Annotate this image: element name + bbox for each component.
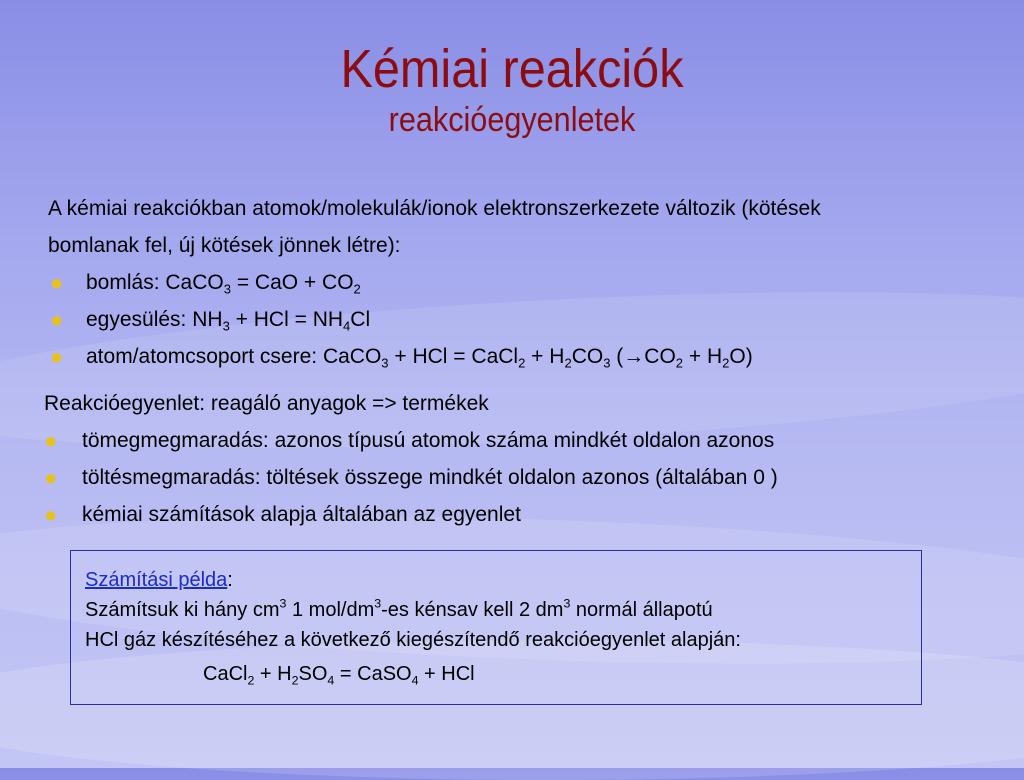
slide-title-block [0,38,1024,140]
bullet-icon: ● [50,270,64,295]
calculation-example-link[interactable]: Számítási példa [85,569,228,591]
equation-section [44,385,994,533]
example-box-header: Számítási példa: [85,569,233,591]
intro-line-2: bomlanak fel, új kötések jönnek létre): [48,234,401,257]
example-decomposition: ● bomlás: CaCO$_3$ = CaO + $CO_2$ [48,264,998,301]
example-combination: ● egyesülés: $NH_3$ + HCl = $NH_4Cl$ [48,301,998,338]
bullet-icon: ● [44,428,58,453]
list-item: ● tömegmegmaradás: azonos típusú atomok száma mindkét oldalon azonos [44,422,994,459]
equation-heading: Reakcióegyenlet: reagáló anyagok => termékek [44,392,489,415]
slide-subtitle: reakcióegyenletek [388,101,636,139]
intro-line-1: A kémiai reakciókban atomok/molekulák/ionok elektronszerkezete változik (kötések [48,197,821,220]
example-question-line-1: Számítsuk ki hány $cm^3$ 1 mol/$dm^3-es$ kénsav kell 2 $dm^3$ normál állapotú [85,596,713,621]
slide-title: Kémiai reakciók [340,39,684,99]
bullet-icon: ● [50,307,64,332]
example-question-line-2: HCl gáz készítéséhez a következő kiegészítendő reakcióegyenlet alapján: [85,629,741,651]
example-exchange: ● atom/atomcsoport csere: CaCO$_3$ + HCl = CaCl$_2$ + $H_2CO_3$ $(\to CO_2 + H_2O)$ [48,338,998,375]
example-box [70,550,922,705]
list-item: ● töltésmegmaradás: töltések összege mindkét oldalon azonos (általában 0 ) [44,459,994,496]
bullet-icon: ● [44,502,58,527]
bullet-icon: ● [44,465,58,490]
bullet-icon: ● [50,344,64,369]
list-item: ● kémiai számítások alapja általában az egyenlet [44,496,994,533]
example-equation: CaCl$_2$ + $H_2SO_4$ = CaSO$_4$ + HCl [203,663,475,688]
intro-section [48,190,998,375]
